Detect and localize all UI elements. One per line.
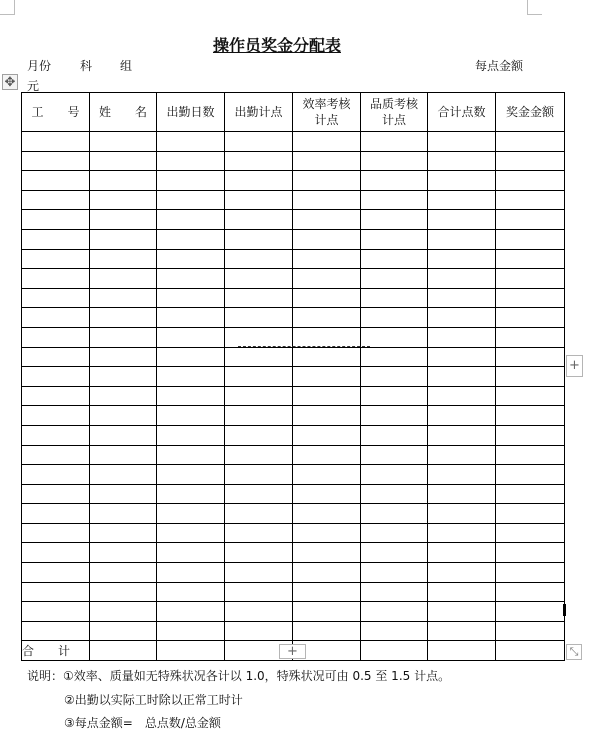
table-cell[interactable]: [225, 269, 293, 289]
table-cell[interactable]: [90, 249, 157, 269]
table-cell[interactable]: [361, 543, 428, 563]
table-cell[interactable]: [225, 582, 293, 602]
table-cell[interactable]: [90, 171, 157, 191]
note-line-2: ②出勤以实际工时除以正常工时计: [64, 693, 243, 707]
table-cell[interactable]: [361, 249, 428, 269]
table-cell[interactable]: [496, 288, 565, 308]
table-cell[interactable]: [225, 386, 293, 406]
table-cell[interactable]: [22, 504, 90, 524]
table-cell[interactable]: [361, 210, 428, 230]
table-cell[interactable]: [90, 190, 157, 210]
table-cell[interactable]: [496, 347, 565, 367]
table-cell[interactable]: [496, 367, 565, 387]
table-cell[interactable]: [22, 465, 90, 485]
column-header: 工 号: [22, 93, 90, 132]
table-cell[interactable]: [90, 445, 157, 465]
table-cell[interactable]: [496, 327, 565, 347]
column-header: 出勤日数: [157, 93, 225, 132]
table-cell[interactable]: [361, 563, 428, 583]
table-cell[interactable]: [428, 425, 496, 445]
table-cell[interactable]: [496, 151, 565, 171]
plus-icon: +: [287, 644, 298, 659]
table-row: [22, 269, 565, 289]
table-cell[interactable]: [293, 563, 361, 583]
table-cell[interactable]: [225, 367, 293, 387]
table-cell[interactable]: [361, 308, 428, 328]
table-cell[interactable]: [90, 425, 157, 445]
table-cell[interactable]: [428, 171, 496, 191]
table-cell[interactable]: [361, 367, 428, 387]
table-row: [22, 249, 565, 269]
table-cell[interactable]: [90, 347, 157, 367]
table-cell[interactable]: [90, 563, 157, 583]
note-line-1: 说明：①效率、质量如无特殊状况各计以 1.0，特殊状况可由 0.5 至 1.5 计点。: [27, 669, 451, 683]
table-cell[interactable]: [22, 171, 90, 191]
table-cell[interactable]: [157, 621, 225, 641]
table-cell[interactable]: [428, 210, 496, 230]
table-row: [22, 151, 565, 171]
table-cell[interactable]: [293, 445, 361, 465]
table-cell[interactable]: [157, 582, 225, 602]
table-cell[interactable]: [361, 602, 428, 622]
table-body: [22, 132, 565, 641]
table-cell[interactable]: [90, 229, 157, 249]
table-cell[interactable]: [157, 151, 225, 171]
table-cell[interactable]: [496, 602, 565, 622]
table-cell[interactable]: [293, 484, 361, 504]
table-cell[interactable]: [90, 543, 157, 563]
table-cell[interactable]: [157, 465, 225, 485]
table-cell[interactable]: [225, 347, 293, 367]
table-cell[interactable]: [361, 445, 428, 465]
table-cell[interactable]: [22, 327, 90, 347]
table-cell[interactable]: [496, 308, 565, 328]
table-cell[interactable]: [22, 132, 90, 152]
table-cell[interactable]: [157, 504, 225, 524]
table-cell[interactable]: [496, 621, 565, 641]
table-cell[interactable]: [22, 445, 90, 465]
table-cell[interactable]: [157, 249, 225, 269]
table-cell[interactable]: [428, 249, 496, 269]
table-cell[interactable]: [225, 621, 293, 641]
table-cell[interactable]: [157, 171, 225, 191]
table-cell[interactable]: [496, 406, 565, 426]
table-cell[interactable]: [428, 367, 496, 387]
table-cell[interactable]: [293, 504, 361, 524]
table-cell[interactable]: [225, 523, 293, 543]
table-cell[interactable]: [428, 288, 496, 308]
table-row: [22, 445, 565, 465]
table-cell[interactable]: [361, 132, 428, 152]
table-cell[interactable]: [157, 132, 225, 152]
table-cell[interactable]: [293, 406, 361, 426]
table-cell[interactable]: [157, 210, 225, 230]
table-cell[interactable]: [90, 151, 157, 171]
table-cell[interactable]: [293, 171, 361, 191]
table-cell[interactable]: [293, 229, 361, 249]
document-title: 操作员奖金分配表: [212, 36, 341, 55]
table-cell[interactable]: [22, 269, 90, 289]
table-cell[interactable]: [157, 563, 225, 583]
table-cell[interactable]: [90, 523, 157, 543]
table-cell[interactable]: [361, 288, 428, 308]
table-cell[interactable]: [428, 269, 496, 289]
table-cell[interactable]: [157, 543, 225, 563]
table-row: [22, 484, 565, 504]
table-row: [22, 425, 565, 445]
table-cell[interactable]: [428, 347, 496, 367]
table-cell[interactable]: [361, 327, 428, 347]
table-cell[interactable]: [428, 563, 496, 583]
table-row: [22, 504, 565, 524]
table-cell[interactable]: [157, 308, 225, 328]
table-cell[interactable]: [157, 602, 225, 622]
table-cell[interactable]: [293, 367, 361, 387]
table-cell[interactable]: [157, 641, 225, 661]
table-move-handle[interactable]: [2, 74, 18, 90]
table-cell[interactable]: [22, 151, 90, 171]
table-cell[interactable]: [496, 563, 565, 583]
table-cell[interactable]: [225, 210, 293, 230]
table-cell[interactable]: [225, 406, 293, 426]
table-cell[interactable]: [293, 465, 361, 485]
table-cell[interactable]: [22, 347, 90, 367]
table-cell[interactable]: [361, 171, 428, 191]
table-row: [22, 523, 565, 543]
table-cell[interactable]: [428, 132, 496, 152]
table-cell[interactable]: [428, 465, 496, 485]
table-cell[interactable]: [293, 582, 361, 602]
table-cell[interactable]: [361, 151, 428, 171]
table-row: [22, 210, 565, 230]
table-cell[interactable]: [428, 543, 496, 563]
table-cell[interactable]: [293, 602, 361, 622]
table-cell[interactable]: [428, 386, 496, 406]
table-cell[interactable]: [293, 190, 361, 210]
table-cell[interactable]: [22, 386, 90, 406]
table-cell[interactable]: [90, 406, 157, 426]
move-arrows-icon: ✥: [4, 75, 16, 90]
table-cell[interactable]: [157, 406, 225, 426]
table-cell[interactable]: [90, 288, 157, 308]
table-cell[interactable]: [90, 210, 157, 230]
page-corner-mark-left: [0, 0, 15, 15]
table-cell[interactable]: [157, 425, 225, 445]
table-cell[interactable]: [157, 367, 225, 387]
total-label: 合 计: [22, 641, 90, 661]
table-cell[interactable]: [22, 308, 90, 328]
table-cell[interactable]: [428, 308, 496, 328]
table-cell[interactable]: [496, 523, 565, 543]
table-cell[interactable]: [90, 386, 157, 406]
row-end-marker: [563, 604, 566, 616]
table-cell[interactable]: [361, 621, 428, 641]
table-cell[interactable]: [361, 425, 428, 445]
table-cell[interactable]: [225, 190, 293, 210]
table-row: [22, 190, 565, 210]
column-header: 姓 名: [90, 93, 157, 132]
page-corner-mark-right: [527, 0, 542, 15]
table-cell[interactable]: [496, 641, 565, 661]
table-cell[interactable]: [496, 445, 565, 465]
table-cell[interactable]: [157, 484, 225, 504]
table-cell[interactable]: [157, 445, 225, 465]
table-cell[interactable]: [22, 249, 90, 269]
table-cell[interactable]: [428, 190, 496, 210]
table-cell[interactable]: [361, 582, 428, 602]
table-cell[interactable]: [496, 229, 565, 249]
table-row: [22, 367, 565, 387]
table-cell[interactable]: [22, 484, 90, 504]
table-cell[interactable]: [157, 288, 225, 308]
column-header: 品质考核计点: [361, 93, 428, 132]
month-label: 月份: [27, 59, 52, 73]
table-cell[interactable]: [225, 504, 293, 524]
table-cell[interactable]: [496, 425, 565, 445]
table-cell[interactable]: [22, 229, 90, 249]
table-row: [22, 308, 565, 328]
table-cell[interactable]: [225, 249, 293, 269]
table-cell[interactable]: [90, 621, 157, 641]
table-cell[interactable]: [22, 563, 90, 583]
table-row: [22, 582, 565, 602]
table-cell[interactable]: [428, 327, 496, 347]
table-cell[interactable]: [293, 288, 361, 308]
table-cell[interactable]: [225, 151, 293, 171]
table-cell[interactable]: [225, 132, 293, 152]
table-cell[interactable]: [22, 543, 90, 563]
table-cell[interactable]: [428, 582, 496, 602]
table-cell[interactable]: [496, 386, 565, 406]
table-cell[interactable]: [361, 386, 428, 406]
table-cell[interactable]: [22, 288, 90, 308]
table-cell[interactable]: [361, 406, 428, 426]
table-cell[interactable]: [90, 308, 157, 328]
table-cell[interactable]: [496, 171, 565, 191]
table-cell[interactable]: [428, 621, 496, 641]
table-cell[interactable]: [225, 563, 293, 583]
table-cell[interactable]: [225, 171, 293, 191]
table-cell[interactable]: [428, 523, 496, 543]
table-cell[interactable]: [22, 190, 90, 210]
table-row: [22, 621, 565, 641]
note-line-3: ③每点金额= 总点数/总金额: [64, 716, 221, 730]
table-cell[interactable]: [225, 484, 293, 504]
column-header: 出勤计点: [225, 93, 293, 132]
table-row: [22, 563, 565, 583]
table-cell[interactable]: [90, 602, 157, 622]
table-cell[interactable]: [90, 582, 157, 602]
table-cell[interactable]: [496, 465, 565, 485]
table-header-row: [22, 93, 565, 132]
table-cell[interactable]: [361, 269, 428, 289]
table-row: [22, 347, 565, 367]
table-cell[interactable]: [428, 151, 496, 171]
table-row: [22, 327, 565, 347]
table-cell[interactable]: [293, 386, 361, 406]
table-cell[interactable]: [496, 504, 565, 524]
table-cell[interactable]: [225, 229, 293, 249]
column-header: 奖金金额: [496, 93, 565, 132]
table-cell[interactable]: [293, 621, 361, 641]
table-cell[interactable]: [90, 269, 157, 289]
table-cell[interactable]: [361, 465, 428, 485]
table-cell[interactable]: [22, 523, 90, 543]
table-cell[interactable]: [293, 327, 361, 347]
table-cell[interactable]: [157, 386, 225, 406]
table-cell[interactable]: [496, 582, 565, 602]
table-cell[interactable]: [22, 367, 90, 387]
table-row: [22, 171, 565, 191]
table-cell[interactable]: [90, 327, 157, 347]
table-cell[interactable]: [361, 347, 428, 367]
table-cell[interactable]: [22, 425, 90, 445]
table-cell[interactable]: [428, 504, 496, 524]
table-cell[interactable]: [293, 523, 361, 543]
table-cell[interactable]: [90, 484, 157, 504]
table-cell[interactable]: [293, 269, 361, 289]
table-cell[interactable]: [293, 347, 361, 367]
department-label: 科: [80, 59, 93, 73]
table-cell[interactable]: [157, 190, 225, 210]
table-cell[interactable]: [293, 543, 361, 563]
table-cell[interactable]: [428, 406, 496, 426]
table-cell[interactable]: [496, 210, 565, 230]
table-cell[interactable]: [22, 210, 90, 230]
table-cell[interactable]: [361, 190, 428, 210]
table-resize-handle[interactable]: [566, 644, 582, 660]
per-point-amount-label: 每点金额: [475, 59, 524, 73]
table-cell[interactable]: [293, 308, 361, 328]
table-cell[interactable]: [225, 602, 293, 622]
table-cell[interactable]: [90, 641, 157, 661]
add-row-button[interactable]: [279, 644, 306, 659]
table-cell[interactable]: [90, 132, 157, 152]
table-cell[interactable]: [22, 582, 90, 602]
group-label: 组: [120, 59, 133, 73]
table-cell[interactable]: [293, 425, 361, 445]
table-cell[interactable]: [293, 210, 361, 230]
table-row: [22, 543, 565, 563]
table-cell[interactable]: [293, 132, 361, 152]
table-row: [22, 465, 565, 485]
table-cell[interactable]: [361, 641, 428, 661]
table-row: [22, 406, 565, 426]
table-cell[interactable]: [157, 327, 225, 347]
table-cell[interactable]: [428, 445, 496, 465]
table-cell[interactable]: [293, 151, 361, 171]
table-cell[interactable]: [361, 484, 428, 504]
table-cell[interactable]: [225, 308, 293, 328]
table-row: [22, 288, 565, 308]
table-cell[interactable]: [225, 288, 293, 308]
table-row: [22, 229, 565, 249]
table-cell[interactable]: [22, 602, 90, 622]
table-cell[interactable]: [22, 621, 90, 641]
table-row: [22, 386, 565, 406]
table-cell[interactable]: [361, 523, 428, 543]
resize-diagonal-icon: ⤡: [569, 645, 579, 658]
table-cell[interactable]: [90, 504, 157, 524]
table-cell[interactable]: [496, 249, 565, 269]
table-cell[interactable]: [22, 406, 90, 426]
table-cell[interactable]: [361, 504, 428, 524]
column-header: 效率考核计点: [293, 93, 361, 132]
table-cell[interactable]: [157, 347, 225, 367]
table-cell[interactable]: [225, 465, 293, 485]
table-cell[interactable]: [496, 543, 565, 563]
table-cell[interactable]: [496, 269, 565, 289]
table-cell[interactable]: [225, 445, 293, 465]
table-cell[interactable]: [157, 523, 225, 543]
table-cell[interactable]: [496, 190, 565, 210]
yuan-unit-label: 元: [27, 79, 40, 93]
table-cell[interactable]: [225, 425, 293, 445]
table-cell[interactable]: [157, 269, 225, 289]
table-cell[interactable]: [428, 641, 496, 661]
table-cell[interactable]: [90, 367, 157, 387]
table-cell[interactable]: [496, 484, 565, 504]
table-cell[interactable]: [157, 229, 225, 249]
plus-icon: +: [569, 358, 580, 373]
table-cell[interactable]: [428, 229, 496, 249]
dashed-selection-line: [238, 346, 370, 347]
table-cell[interactable]: [428, 484, 496, 504]
table-cell[interactable]: [428, 602, 496, 622]
add-column-button[interactable]: [566, 355, 583, 377]
table-cell[interactable]: [496, 132, 565, 152]
table-cell[interactable]: [225, 543, 293, 563]
bonus-table: [21, 92, 565, 661]
table-cell[interactable]: [293, 249, 361, 269]
table-cell[interactable]: [361, 229, 428, 249]
table-cell[interactable]: [225, 327, 293, 347]
column-header: 合计点数: [428, 93, 496, 132]
table-row: [22, 132, 565, 152]
table-cell[interactable]: [90, 465, 157, 485]
table-row: [22, 602, 565, 622]
